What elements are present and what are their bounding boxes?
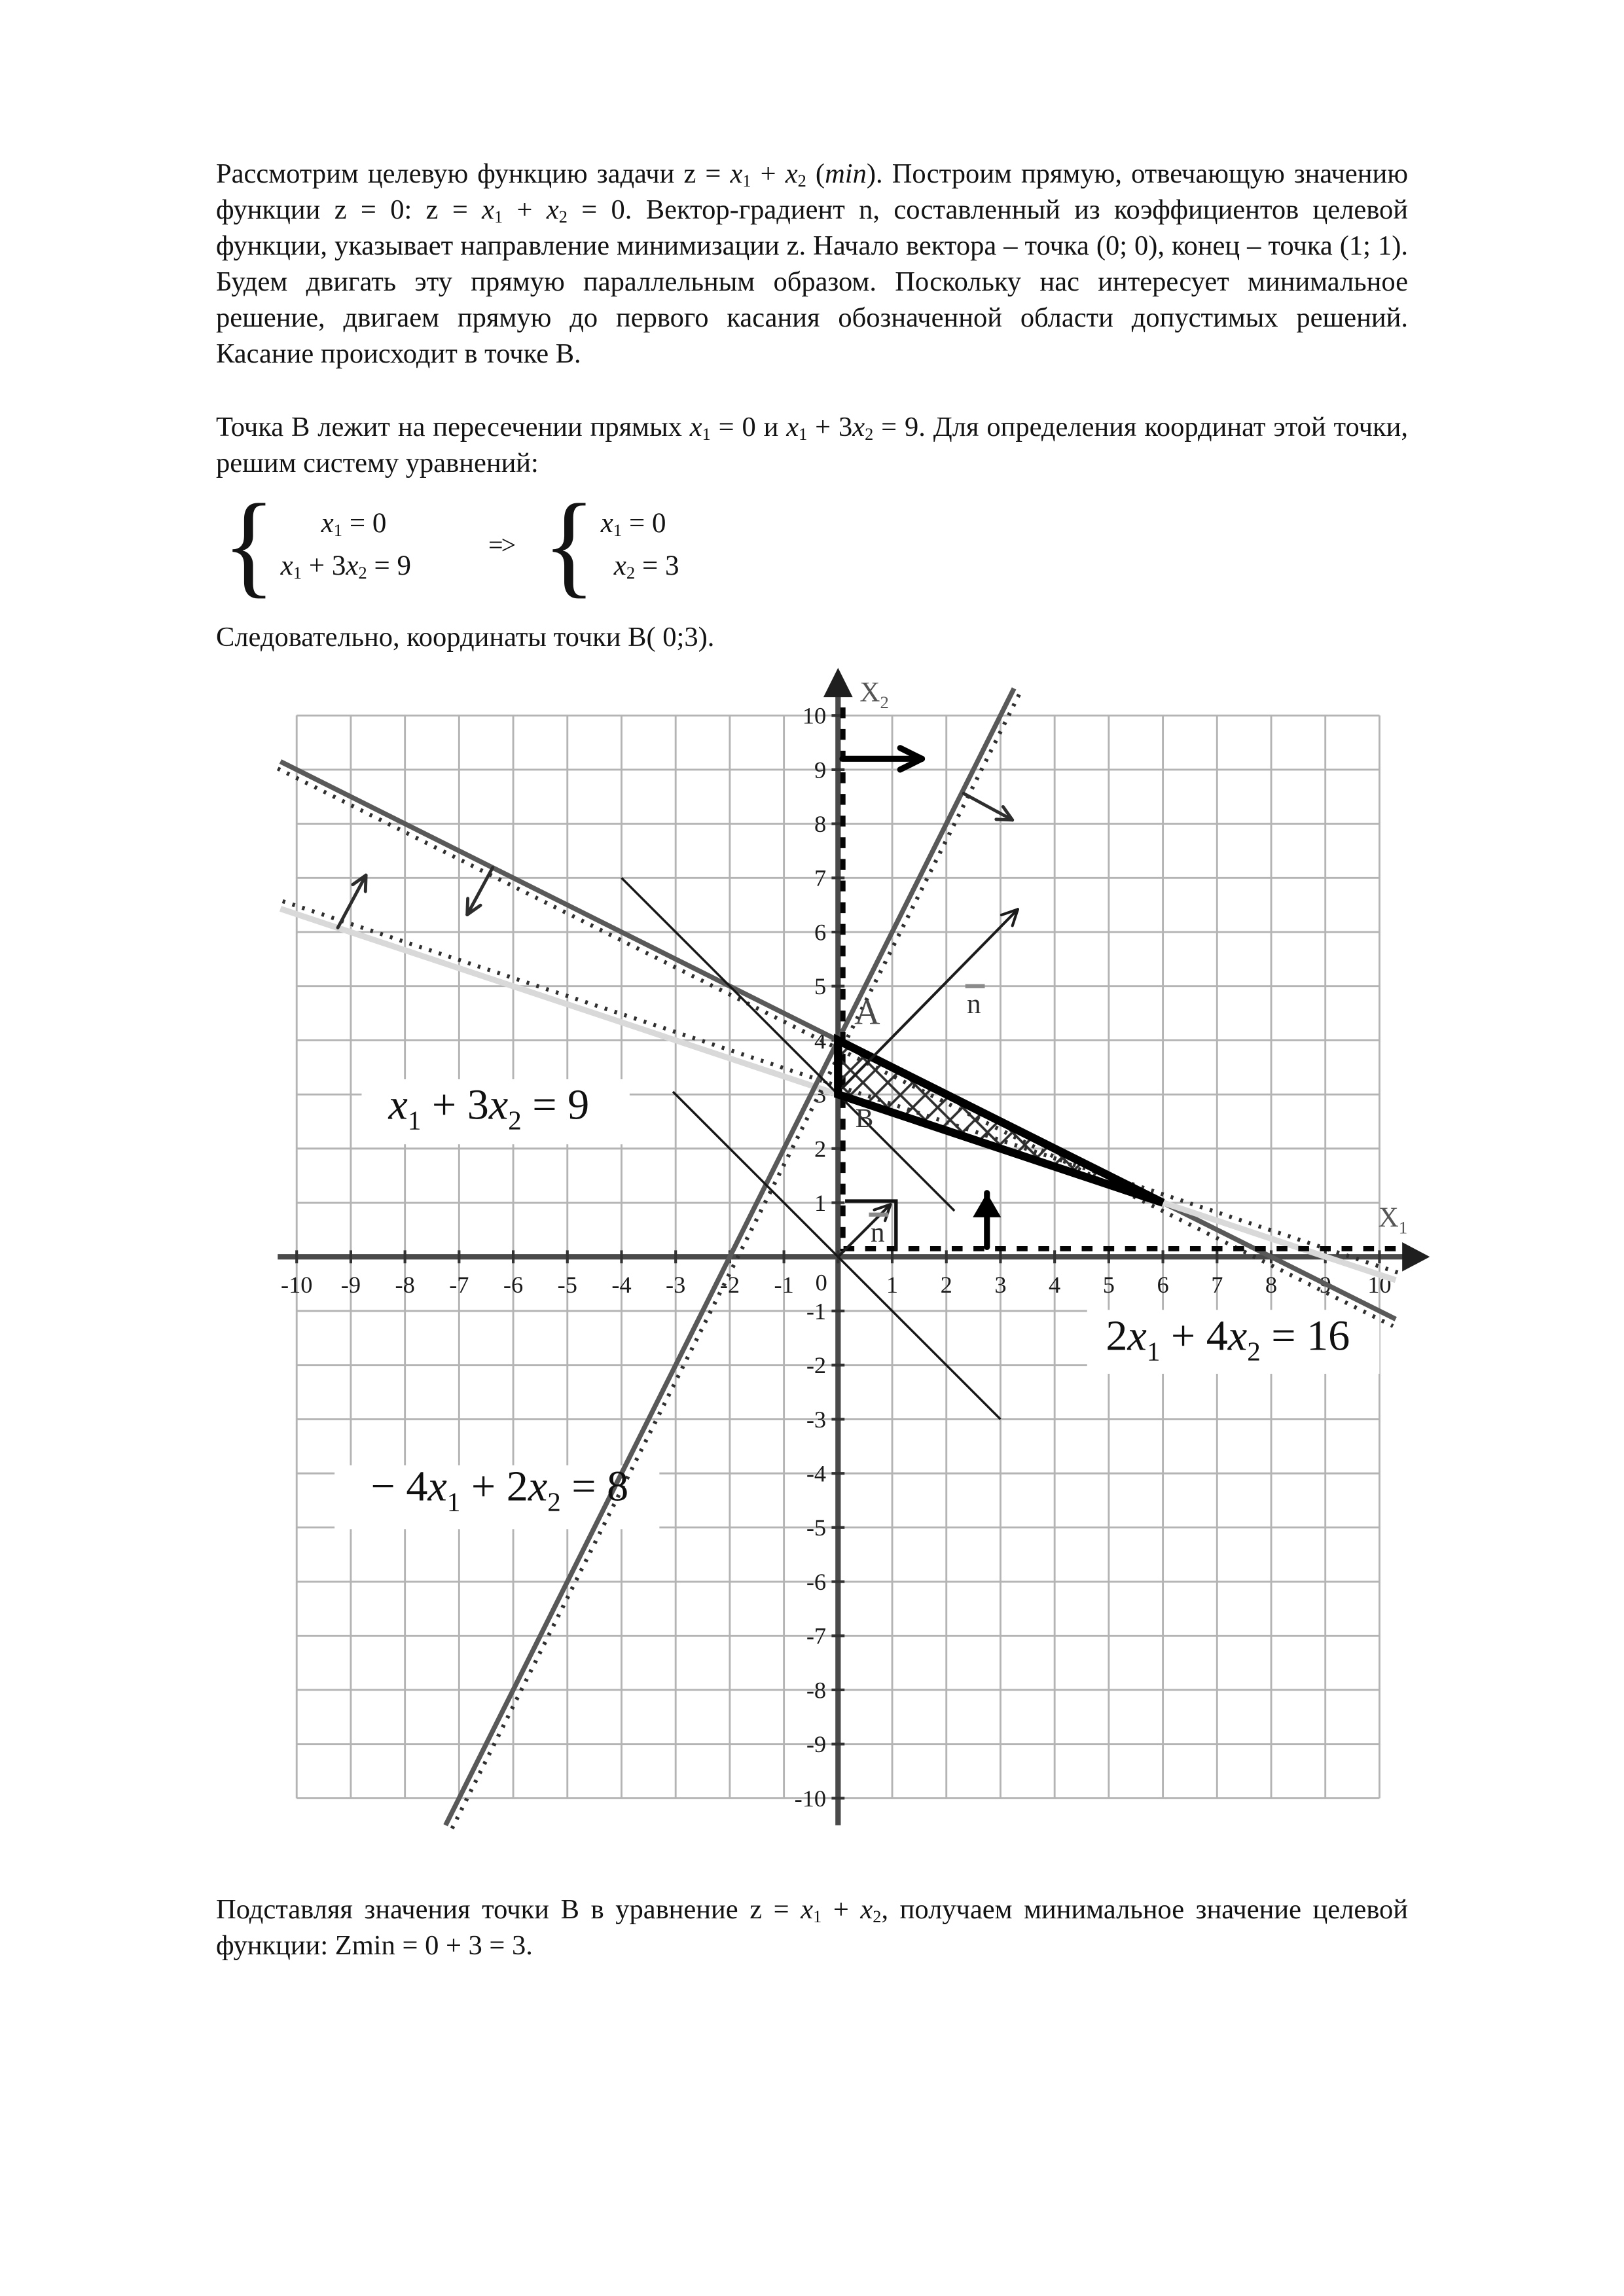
- svg-text:9: [814, 757, 826, 783]
- svg-text:-1: [806, 1298, 826, 1324]
- svg-text:1: [886, 1272, 898, 1298]
- svg-text:-4: [611, 1272, 631, 1298]
- svg-text:-9: [341, 1272, 361, 1298]
- paragraph-point-b: Точка В лежит на пересечении прямых $x_1 = 0$ и $x_1 + 3x_2 = 9$. Для определения координат этой точки, решим систему уравнений:: [216, 412, 1409, 478]
- svg-text:n: [871, 1217, 885, 1248]
- svg-text:-10: [281, 1272, 312, 1298]
- svg-text:8: [814, 811, 826, 837]
- equation-system: [223, 480, 1408, 609]
- graph: [272, 666, 1431, 1840]
- svg-text:0: [816, 1269, 827, 1295]
- equation-x1-3x2-9: $x_1 + 3x_2 = 9$: [280, 550, 412, 583]
- svg-text:7: [1211, 1272, 1223, 1298]
- svg-text:-6: [806, 1569, 826, 1595]
- svg-text:-8: [395, 1272, 414, 1298]
- svg-text:-4: [806, 1460, 826, 1486]
- solution-x2: $x_2 = 3$: [613, 550, 679, 583]
- svg-text:-3: [806, 1407, 826, 1433]
- svg-text:X2: [859, 677, 888, 711]
- svg-text:1: [814, 1190, 826, 1216]
- svg-text:-3: [666, 1272, 685, 1298]
- svg-text:− 4x1 + 2x2 = 8: [371, 1462, 629, 1516]
- svg-text:-6: [503, 1272, 523, 1298]
- svg-text:5: [1103, 1272, 1115, 1298]
- graph-svg: [272, 666, 1431, 1840]
- svg-text:2: [814, 1136, 826, 1162]
- paragraph-conclusion: Следовательно, координаты точки В( 0;3).: [216, 621, 715, 653]
- system-initial: [223, 480, 412, 609]
- svg-text:B: [856, 1103, 874, 1133]
- svg-text:X1: [1379, 1202, 1407, 1237]
- svg-text:5: [814, 973, 826, 999]
- svg-text:2: [941, 1272, 952, 1298]
- svg-text:n: [967, 989, 981, 1020]
- svg-text:4: [1049, 1272, 1060, 1298]
- svg-text:-10: [795, 1785, 827, 1812]
- svg-text:A: [854, 992, 880, 1031]
- solution-x1: $x_1 = 0$: [600, 508, 666, 541]
- right-brace: {: [543, 480, 596, 609]
- equation-x1-0: $x_1 = 0$: [321, 508, 387, 541]
- svg-text:8: [1265, 1272, 1277, 1298]
- svg-text:10: [803, 702, 826, 728]
- svg-text:3: [994, 1272, 1006, 1298]
- paragraph-result: Подставляя значения точки В в уравнение $z = x_1 + x_2$, получаем минимальное значение целевой функции: Zmin = 0 + 3 = 3.: [216, 1893, 1409, 1961]
- svg-text:-7: [449, 1272, 469, 1298]
- svg-text:-5: [558, 1272, 577, 1298]
- implies-arrow: =>: [488, 529, 514, 560]
- left-brace: {: [223, 480, 276, 609]
- svg-text:7: [814, 865, 826, 891]
- svg-text:-1: [774, 1272, 793, 1298]
- svg-text:6: [1157, 1272, 1168, 1298]
- svg-text:-9: [806, 1731, 826, 1757]
- svg-text:-7: [806, 1623, 826, 1649]
- svg-text:-8: [806, 1677, 826, 1703]
- svg-text:-2: [806, 1352, 826, 1378]
- svg-text:6: [814, 919, 826, 945]
- system-solved: [543, 480, 679, 609]
- paragraph-objective-function: Рассмотрим целевую функцию задачи $z = x_1 + x_2$ (min). Построим прямую, отвечающую значению функции z = 0: $z = x_1 + x_2 = 0$. Вектор-градиент n, составленный из коэффициентов целевой функции, указывает направление минимизации z. Начало вектора – точка (0; 0), конец – точка (1; 1). Будем двигать эту прямую параллельным образом. Поскольку нас интересует минимальное решение, двигаем прямую до первого касания обозначенной области допустимых решений. Касание происходит в точке В.: [216, 158, 1409, 369]
- svg-text:2x1 + 4x2 = 16: [1106, 1312, 1350, 1366]
- svg-text:-5: [806, 1515, 826, 1541]
